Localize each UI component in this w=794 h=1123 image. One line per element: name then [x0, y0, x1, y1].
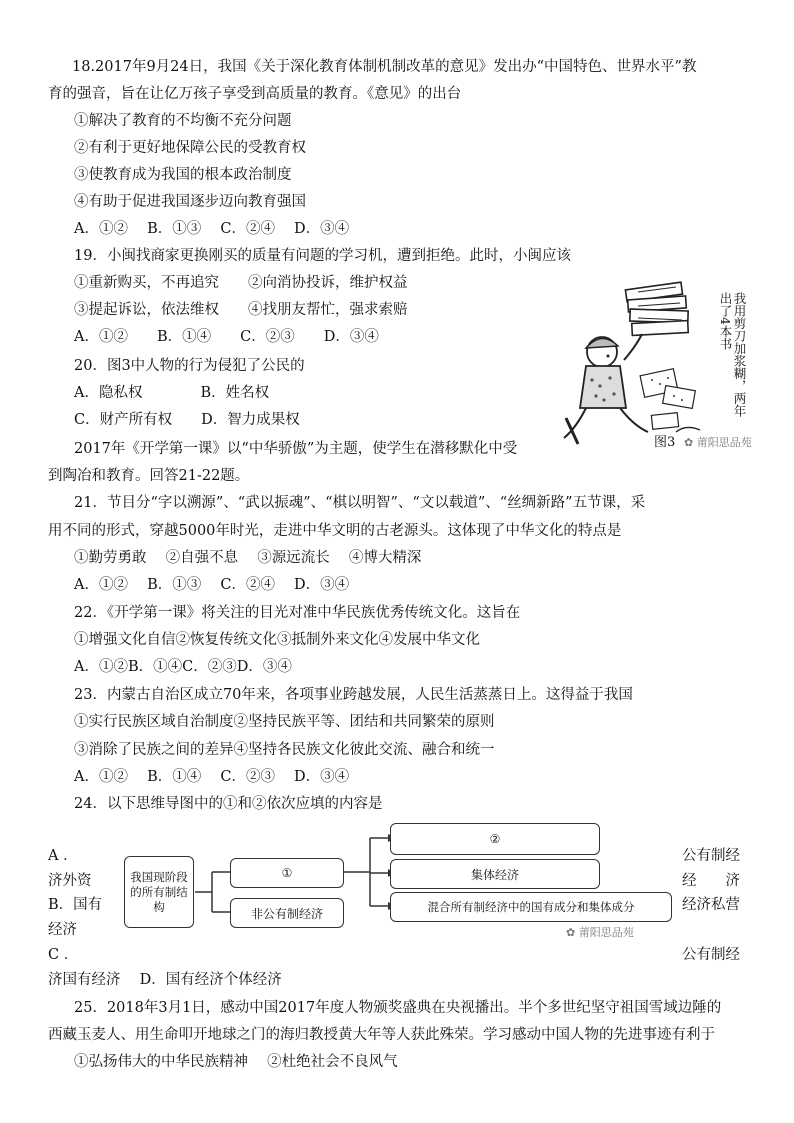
- q24-watermark: ✿ 莆阳思品苑: [566, 926, 634, 939]
- q20-options-row2: C．财产所有权 D．智力成果权: [74, 412, 300, 428]
- q18-option-4: ④有助于促进我国逐步迈向教育强国: [74, 194, 306, 210]
- mind-map-leaf-mixed: 混合所有制经济中的国有成分和集体成分: [390, 892, 672, 922]
- q22-choices: A．①②B．①④C．②③D．③④: [74, 659, 292, 675]
- q18-choices: A．①② B．①③ C．②④ D．③④: [74, 221, 350, 237]
- q19-options-b: ③提起诉讼，依法维权 ④找朋友帮忙，强求索赔: [74, 302, 408, 318]
- figure-3-watermark: ✿ 莆阳思品苑: [684, 436, 752, 449]
- q25-options: ①弘扬伟大的中华民族精神 ②杜绝社会不良风气: [74, 1054, 398, 1070]
- watermark-icon: ✿: [566, 926, 579, 939]
- q18-option-1: ①解决了教育的不均衡不充分问题: [74, 113, 292, 129]
- q21-stem-line1: 21．节目分“字以溯源”、“武以振魂”、“棋以明智”、“文以载道”、“丝绸新路”五节课，采: [74, 495, 646, 511]
- q24-right-3: 经济私营: [682, 897, 740, 913]
- intro-line1: 2017年《开学第一课》以“中华骄傲”为主题，使学生在潜移默化中受: [74, 441, 518, 457]
- q23-stem: 23．内蒙古自治区成立70年来，各项事业跨越发展，人民生活蒸蒸日上。这得益于我国: [74, 687, 633, 703]
- q23-choices: A．①② B．①④ C．②③ D．③④: [74, 769, 350, 785]
- mind-map-leaf-collective: 集体经济: [390, 859, 600, 889]
- mind-map-leaf-2: ②: [390, 823, 600, 855]
- q24-bottom-line: 济国有经济 D．国有经济个体经济: [48, 972, 282, 988]
- mind-map-root: 我国现阶段的所有制结构: [124, 856, 194, 928]
- q24-left-a2: 济外资: [48, 873, 92, 889]
- intro-line2: 到陶冶和教育。回答21-22题。: [48, 468, 250, 484]
- q24-right-1: 公有制经: [682, 848, 740, 864]
- q20-options-row1: A．隐私权 B．姓名权: [74, 385, 270, 401]
- q24-mind-map: [40, 818, 760, 928]
- q20-stem: 20．图3中人物的行为侵犯了公民的: [74, 358, 305, 374]
- mind-map-node-1: ①: [230, 858, 344, 888]
- q24-stem: 24．以下思维导图中的①和②依次应填的内容是: [74, 796, 383, 812]
- q18-stem-line2: 育的强音，旨在让亿万孩子享受到高质量的教育。《意见》的出台: [48, 86, 462, 102]
- q24-left-b: B．国有: [48, 897, 103, 913]
- figure-3-illustration: [556, 268, 752, 456]
- q23-options-a: ①实行民族区域自治制度②坚持民族平等、团结和共同繁荣的原则: [74, 714, 495, 730]
- q18-option-3: ③使教育成为我国的根本政治制度: [74, 167, 292, 183]
- q21-choices: A．①② B．①③ C．②④ D．③④: [74, 577, 350, 593]
- q24-left-b2: 经济: [48, 922, 77, 938]
- mind-map-node-non-public: 非公有制经济: [230, 898, 344, 928]
- q24-left-a: A ．: [48, 848, 78, 864]
- q24-right-2: 经 济: [682, 873, 740, 889]
- q24-left-c: C ．: [48, 947, 79, 963]
- q18-option-2: ②有利于更好地保障公民的受教育权: [74, 140, 306, 156]
- figure-3-caption: 图3: [654, 435, 676, 450]
- q19-stem: 19．小闽找商家更换刚买的质量有问题的学习机，遭到拒绝。此时，小闽应该: [74, 248, 571, 264]
- q25-stem-line1: 25．2018年3月1日，感动中国2017年度人物颁奖盛典在央视播出。半个多世纪坚守祖国雪域边陲的: [74, 1000, 722, 1016]
- q23-options-b: ③消除了民族之间的差异④坚持各民族文化彼此交流、融合和统一: [74, 742, 495, 758]
- q21-options: ①勤劳勇敢 ②自强不息 ③源远流长 ④博大精深: [74, 550, 422, 566]
- q19-options-a: ①重新购买，不再追究 ②向消协投诉，维护权益: [74, 275, 408, 291]
- q18-stem-line1: 18.2017年9月24日，我国《关于深化教育体制机制改革的意见》发出办“中国特色、世界水平”教: [72, 59, 697, 75]
- q22-stem: 22．《开学第一课》将关注的目光对准中华民族优秀传统文化。这旨在: [74, 605, 521, 621]
- figure-3-speech: 我用剪刀加浆糊，两年出了4本书: [718, 292, 747, 417]
- q19-choices: A．①② B．①④ C．②③ D．③④: [74, 329, 379, 345]
- watermark-icon: ✿: [684, 436, 697, 449]
- q25-stem-line2: 西藏玉麦人、用生命叩开地球之门的海归教授黄大年等人获此殊荣。学习感动中国人物的先进事迹有利于: [48, 1027, 715, 1043]
- q21-stem-line2: 用不同的形式，穿越5000年时光，走进中华文明的古老源头。这体现了中华文化的特点是: [48, 523, 622, 539]
- q22-options: ①增强文化自信②恢复传统文化③抵制外来文化④发展中华文化: [74, 632, 480, 648]
- q24-right-4: 公有制经: [682, 947, 740, 963]
